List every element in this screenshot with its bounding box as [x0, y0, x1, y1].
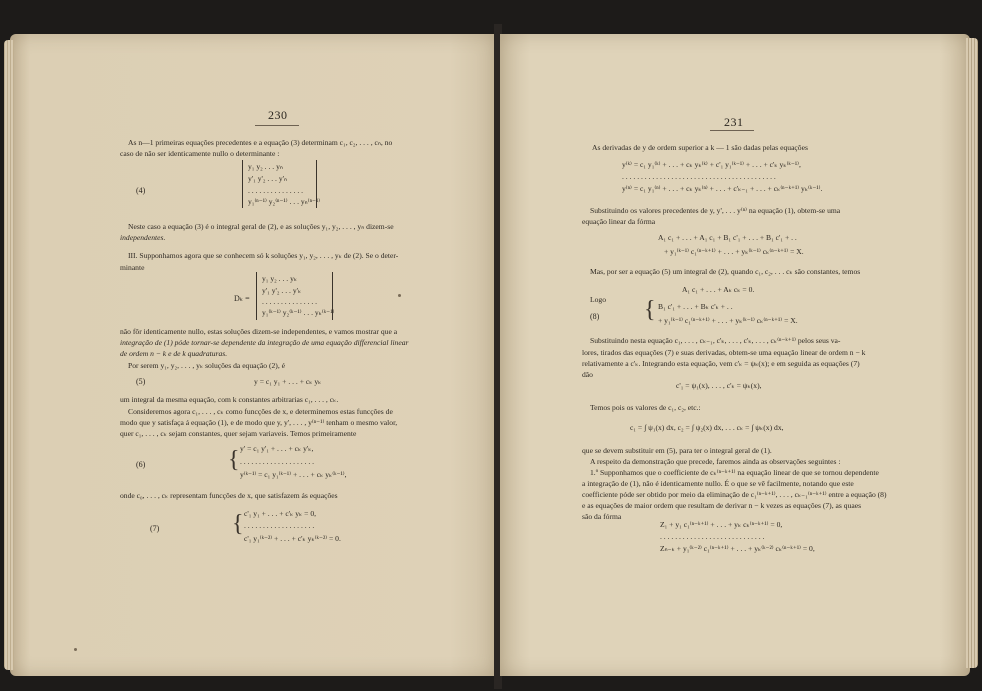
der-row-2: . . . . . . . . . . . . . . . . . . . . . . . . . . . . . . . . . . . . . . . . . — [622, 172, 776, 181]
eq7-brace: { — [232, 511, 244, 537]
eq5-label: (5) — [136, 377, 146, 386]
right-line-6: Substituindo nesta equação c₁, . . . , cₖ₋₁, c'ₖ, . . . , c'ₖ, . . . , cₖ⁽ⁿ⁻ᵏ⁺¹⁾ pelos seus va- — [590, 336, 841, 345]
left-line-6: minante — [120, 263, 145, 272]
eq5: y = c₁ y₁ + . . . + cₖ yₖ — [254, 377, 322, 386]
left-line-11: um integral da mesma equação, com k constantes arbitrarias c₁, . . . , cₖ. — [120, 395, 339, 404]
int-eq: c₁ = ∫ ψ₁(x) dx, c₂ = ∫ ψ₂(x) dx, . . . cₖ = ∫ ψₖ(x) dx, — [630, 423, 784, 432]
right-line-2: Substituindo os valores precedentes de y, y', . . . y⁽ⁿ⁾ na equação (1), obtem-se uma — [590, 206, 841, 215]
right-line-17: são da fórma — [582, 512, 622, 521]
right-line-4: Mas, por ser a equação (5) um integral de (2), quando c₁, c₂, . . . cₖ são constantes, temos — [590, 267, 861, 276]
dk-row-4: y₁⁽ᵏ⁻¹⁾ y₂⁽ᵏ⁻¹⁾ . . . yₖ⁽ᵏ⁻¹⁾ — [262, 308, 335, 317]
left-line-13: modo que y satisfaça á equação (1), e de modo que y, y', . . . , y⁽ⁿ⁻¹⁾ tenham o mesmo valor, — [120, 418, 398, 427]
left-line-4: independentes. — [120, 233, 166, 242]
book-spread — [10, 34, 970, 676]
eq7-row-3: c'₁ y₁⁽ᵏ⁻²⁾ + . . . + c'ₖ yₖ⁽ᵏ⁻²⁾ = 0. — [244, 534, 341, 543]
left-line-14: quer c₁, . . . , cₖ sejam constantes, quer sejam variaveis. Temos primeiramente — [120, 429, 357, 438]
right-line-3: equação linear da fórma — [582, 217, 656, 226]
left-page-number: 230 — [268, 108, 288, 122]
right-line-12: A respeito da demonstração que precede, faremos ainda as observações seguintes : — [590, 457, 841, 466]
left-line-3: Neste caso a equação (3) é o integral geral de (2), e as soluções y₁, y₂, . . . , yₙ dizem-se — [128, 222, 394, 231]
eq7-row-1: c'₁ y₁ + . . . + c'ₖ yₖ = 0, — [244, 509, 317, 518]
right-line-1: As derivadas de y de ordem superior a k — 1 são dadas pelas equações — [592, 143, 808, 152]
eq6-row-3: y⁽ᵏ⁻¹⁾ = c₁ y₁⁽ᵏ⁻¹⁾ + . . . + cₖ yₖ⁽ᵏ⁻¹⁾, — [240, 470, 347, 479]
right-page — [500, 34, 970, 676]
right-line-11: que se devem substituir em (5), para ter o integral geral de (1). — [582, 446, 772, 455]
left-page-edges — [4, 40, 14, 670]
eq8-label: (8) — [590, 312, 600, 321]
dk-label: Dₖ = — [234, 294, 250, 303]
der-row-1: y⁽ᵏ⁾ = c₁ y₁⁽ᵏ⁾ + . . . + cₖ yₖ⁽ᵏ⁾ + c'₁ y₁⁽ᵏ⁻¹⁾ + . . . + c'ₖ yₖ⁽ᵏ⁻¹⁾, — [622, 160, 801, 169]
dk-row-2: y'₁ y'₂ . . . y'ₖ — [262, 286, 302, 295]
left-header-rule — [255, 125, 299, 126]
right-line-13: 1.º Supponhamos que o coefficiente de cₖ⁽ⁿ⁻ᵏ⁺¹⁾ na equação linear de que se tornou dependente — [590, 468, 879, 477]
eq4-row-2: y'₁ y'₂ . . . y'ₙ — [248, 174, 288, 183]
print-speck — [74, 648, 77, 651]
left-line-5: III. Supponhamos agora que se conhecem só k soluções y₁, y₂, . . . , yₖ de (2). Se o deter- — [128, 251, 399, 260]
eq7-row-2: . . . . . . . . . . . . . . . . . . . — [244, 521, 315, 530]
eq4-row-4: y₁⁽ⁿ⁻¹⁾ y₂⁽ⁿ⁻¹⁾ . . . yₙ⁽ⁿ⁻¹⁾ — [248, 197, 321, 206]
eq7-label: (7) — [150, 524, 160, 533]
right-line-5: Logo — [590, 295, 607, 304]
psi-eq: c'₁ = ψ₁(x), . . . , c'ₖ = ψₖ(x), — [676, 381, 762, 390]
dk-row-1: y₁ y₂ . . . yₖ — [262, 274, 298, 283]
right-page-edges — [966, 38, 978, 668]
eq8-row-1: B₁ c'₁ + . . . + Bₖ c'ₖ + . . — [658, 302, 733, 311]
eq4-label: (4) — [136, 186, 146, 195]
right-line-10: Temos pois os valores de c₁, c₂, etc.: — [590, 403, 701, 412]
left-line-15: onde c₀, . . . , cₖ representam funcções de x, que satisfazem ás equações — [120, 491, 338, 500]
z-row-1: Z₁ + y₁ c₁⁽ⁿ⁻ᵏ⁺¹⁾ + . . . + yₖ cₖ⁽ⁿ⁻ᵏ⁺¹⁾ = 0, — [660, 520, 783, 529]
z-row-3: Zₙ₋ₖ + y₁⁽ᵏ⁻²⁾ c₁⁽ⁿ⁻ᵏ⁺¹⁾ + . . . + yₖ⁽ᵏ⁻²⁾ cₖ⁽ⁿ⁻ᵏ⁺¹⁾ = 0, — [660, 544, 815, 553]
z-row-2: . . . . . . . . . . . . . . . . . . . . . . . . . . . . — [660, 532, 765, 541]
right-line-8: relativamente a c'ₖ. Integrando esta equação, vem c'ₖ = ψₖ(x); e em seguida as equações (7) — [582, 359, 860, 368]
left-line-2: caso de não ser identicamente nullo o determinante : — [120, 149, 280, 158]
eq4-row-3: . . . . . . . . . . . . . . . — [248, 186, 304, 195]
left-line-1: As n—1 primeiras equações precedentes e a equação (3) determinam c₁, c₂, . . . , cₙ, no — [128, 138, 393, 147]
a-eq: A₁ c₁ + . . . + Aₖ cₖ = 0. — [682, 285, 755, 294]
eq6-brace: { — [228, 447, 240, 473]
eq6-row-1: y' = c₁ y'₁ + . . . + cₖ y'ₖ, — [240, 444, 314, 453]
left-line-9: de ordem n − k e de k quadraturas. — [120, 349, 228, 358]
right-line-7: lores, tirados das equações (7) e suas derivadas, obtem-se uma equação linear de ordem n − k — [582, 348, 866, 357]
eq6-row-2: . . . . . . . . . . . . . . . . . . . . — [240, 457, 315, 466]
der-row-3: y⁽ⁿ⁾ = c₁ y₁⁽ⁿ⁾ + . . . + cₖ yₖ⁽ⁿ⁾ + . . . + c'ₖ₋₁ + . . . + cₖ⁽ⁿ⁻ᵏ⁺¹⁾ yₖ⁽ᵏ⁻¹⁾. — [622, 184, 823, 193]
right-line-16: e as equações de maior ordem que resultam de derivar n − k vezes as equações (7), as quaes — [582, 501, 862, 510]
eq6-label: (6) — [136, 460, 146, 469]
dk-left-bar — [256, 272, 257, 320]
left-line-8: integração de (1) póde tornar-se dependente da integração de uma equação differencial linear — [120, 338, 409, 347]
right-header-rule — [710, 130, 754, 131]
right-page-number: 231 — [724, 115, 744, 129]
dk-row-3: . . . . . . . . . . . . . . . — [262, 297, 318, 306]
right-line-15: coefficiente póde ser obtido por meio da eliminação de c₁⁽ⁿ⁻ᵏ⁺¹⁾, . . . , cₖ₋₁⁽ⁿ⁻ᵏ⁺¹⁾ entre a equação (8) — [582, 490, 887, 499]
left-page — [10, 34, 496, 676]
eq8-row-2: + y₁⁽ᵏ⁻¹⁾ c₁⁽ⁿ⁻ᵏ⁺¹⁾ + . . . + yₖ⁽ᵏ⁻¹⁾ cₖ⁽ⁿ⁻ᵏ⁺¹⁾ = X. — [658, 316, 798, 325]
print-speck — [398, 294, 401, 297]
eq4-row-1: y₁ y₂ . . . yₙ — [248, 162, 283, 171]
lin-row-2: + y₁⁽ᵏ⁻¹⁾ c₁⁽ⁿ⁻ᵏ⁺¹⁾ + . . . + yₖ⁽ᵏ⁻¹⁾ cₖ⁽ⁿ⁻ᵏ⁺¹⁾ = X. — [664, 247, 804, 256]
lin-row-1: A₁ c₁ + . . . + A₁ c₁ + B₁ c'₁ + . . . + B₁ c'₁ + . . — [658, 233, 797, 242]
right-line-9: dão — [582, 370, 593, 379]
left-line-10: Por serem y₁, y₂, . . . , yₖ soluções da equação (2), é — [128, 361, 285, 370]
right-line-14: a integração de (1), não é identicamente nullo. É o que se vê facilmente, notando que este — [582, 479, 854, 488]
eq4-left-bar — [242, 160, 243, 208]
eq8-brace: { — [644, 297, 656, 323]
left-line-7: não fôr identicamente nullo, estas soluções dizem-se independentes, e vamos mostrar que a — [120, 327, 398, 336]
left-line-12: Consideremos agora c₁, . . . , cₖ como funcções de x, e determinemos estas funcções de — [128, 407, 393, 416]
